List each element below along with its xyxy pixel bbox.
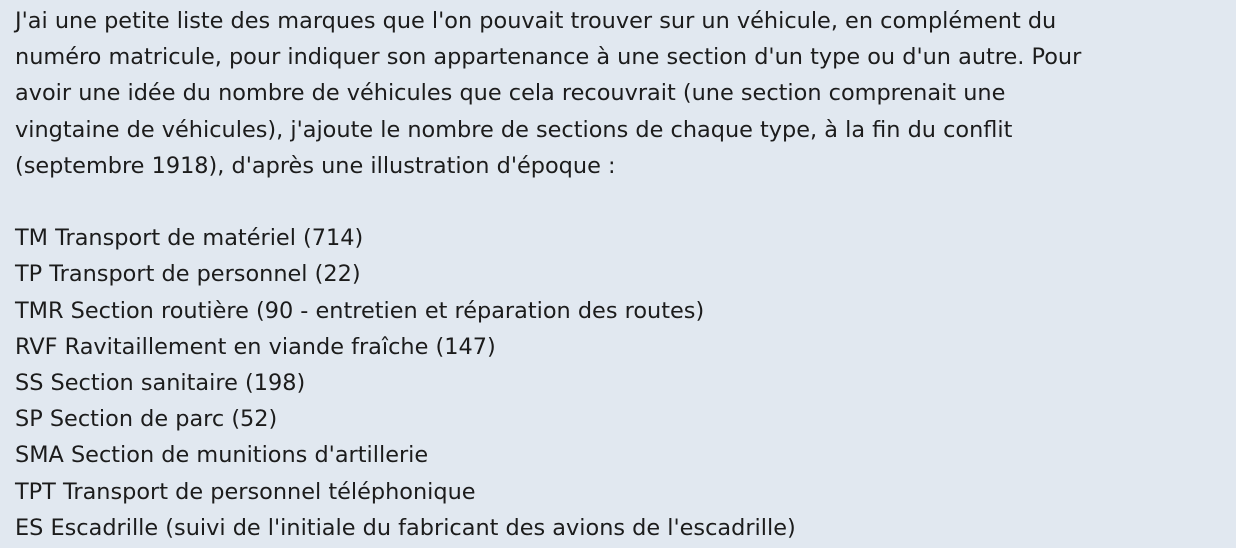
intro-line: numéro matricule, pour indiquer son appartenance à une section d'un type ou d'un autre. Pour bbox=[15, 44, 1082, 71]
list-item: TM Transport de matériel (714) bbox=[15, 225, 364, 252]
list-item: ES Escadrille (suivi de l'initiale du fabricant des avions de l'escadrille) bbox=[15, 514, 796, 541]
list-item: TP Transport de personnel (22) bbox=[15, 261, 361, 288]
intro-line: (septembre 1918), d'après une illustration d'époque : bbox=[15, 152, 616, 179]
list-item: SMA Section de munitions d'artillerie bbox=[15, 442, 429, 469]
list-item: SP Section de parc (52) bbox=[15, 406, 278, 433]
list-item: RVF Ravitaillement en viande fraîche (147) bbox=[15, 333, 496, 360]
vehicle-marks-list bbox=[15, 220, 1221, 546]
blank-line bbox=[15, 184, 1221, 220]
list-item: TMR Section routière (90 - entretien et réparation des routes) bbox=[15, 297, 705, 324]
intro-line: avoir une idée du nombre de véhicules que cela recouvrait (une section comprenait une bbox=[15, 80, 1006, 107]
intro-paragraph bbox=[15, 3, 1221, 184]
list-item: TPT Transport de personnel téléphonique bbox=[15, 478, 476, 505]
intro-line: J'ai une petite liste des marques que l'on pouvait trouver sur un véhicule, en complément du bbox=[15, 8, 1057, 34]
intro-line: vingtaine de véhicules), j'ajoute le nombre de sections de chaque type, à la fin du conflit bbox=[15, 116, 1013, 143]
list-item: SS Section sanitaire (198) bbox=[15, 370, 306, 397]
